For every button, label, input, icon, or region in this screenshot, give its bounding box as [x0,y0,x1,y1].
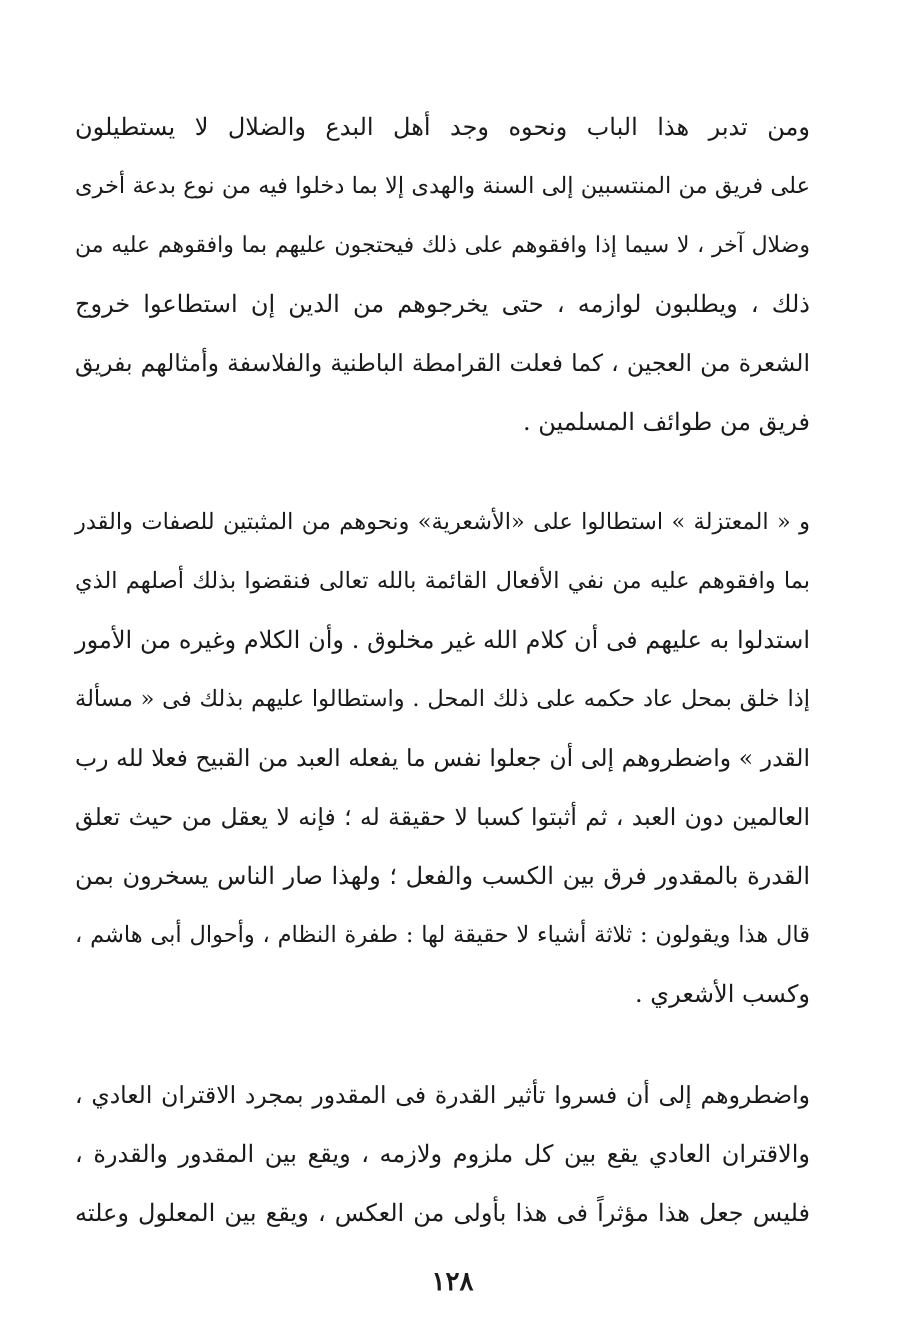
text-line: وضلال آخر ، لا سيما إذا وافقوهم على ذلك فيحتجون عليهم بما وافقوهم عليه من [75,233,810,258]
text-line: وكسب الأشعري . [635,980,810,1008]
paragraph-2 [75,493,810,1024]
text-line: فريق من طوائف المسلمين . [523,408,810,436]
text-line: القدرة بالمقدور فرق بين الكسب والفعل ؛ ولهذا صار الناس يسخرون بمن [75,862,810,890]
text-line: استدلوا به عليهم فى أن كلام الله غير مخلوق . وأن الكلام وغيره من الأمور [75,626,810,654]
text-line: فليس جعل هذا مؤثراً فى هذا بأولى من العكس ، ويقع بين المعلول وعلته [75,1199,810,1227]
text-line: ومن تدبر هذا الباب ونحوه وجد أهل البدع والضلال لا يستطيلون [75,113,810,141]
text-line: على فريق من المنتسبين إلى السنة والهدى إلا بما دخلوا فيه من نوع بدعة أخرى [75,173,810,199]
page-number: ١٢٨ [431,1267,474,1297]
text-line: ذلك ، ويطلبون لوازمه ، حتى يخرجوهم من الدين إن استطاعوا خروج [75,290,810,318]
text-line: الشعرة من العجين ، كما فعلت القرامطة الباطنية والفلاسفة وأمثالهم بفريق [75,349,810,377]
text-line: و « المعتزلة » استطالوا على «الأشعرية» ونحوهم من المثبتين للصفات والقدر [75,509,810,535]
paragraph-1 [75,98,810,452]
text-line: إذا خلق بمحل عاد حكمه على ذلك المحل . واستطالوا عليهم بذلك فى « مسألة [75,686,810,712]
text-line: واضطروهم إلى أن فسروا تأثير القدرة فى المقدور بمجرد الاقتران العادي ، [75,1081,810,1109]
text-line: القدر » واضطروهم إلى أن جعلوا نفس ما يفعله العبد من القبيح فعلا لله رب [75,744,810,772]
text-line: والاقتران العادي يقع بين كل ملزوم ولازمه ، ويقع بين المقدور والقدرة ، [75,1140,810,1168]
paragraph-3 [75,1066,810,1243]
text-line: بما وافقوهم عليه من نفي الأفعال القائمة بالله تعالى فنقضوا بذلك أصلهم الذي [75,568,810,594]
text-line: العالمين دون العبد ، ثم أثبتوا كسبا لا حقيقة له ؛ فإنه لا يعقل من حيث تعلق [75,803,810,831]
text-line: قال هذا ويقولون : ثلاثة أشياء لا حقيقة لها : طفرة النظام ، وأحوال أبى هاشم ، [75,922,810,948]
